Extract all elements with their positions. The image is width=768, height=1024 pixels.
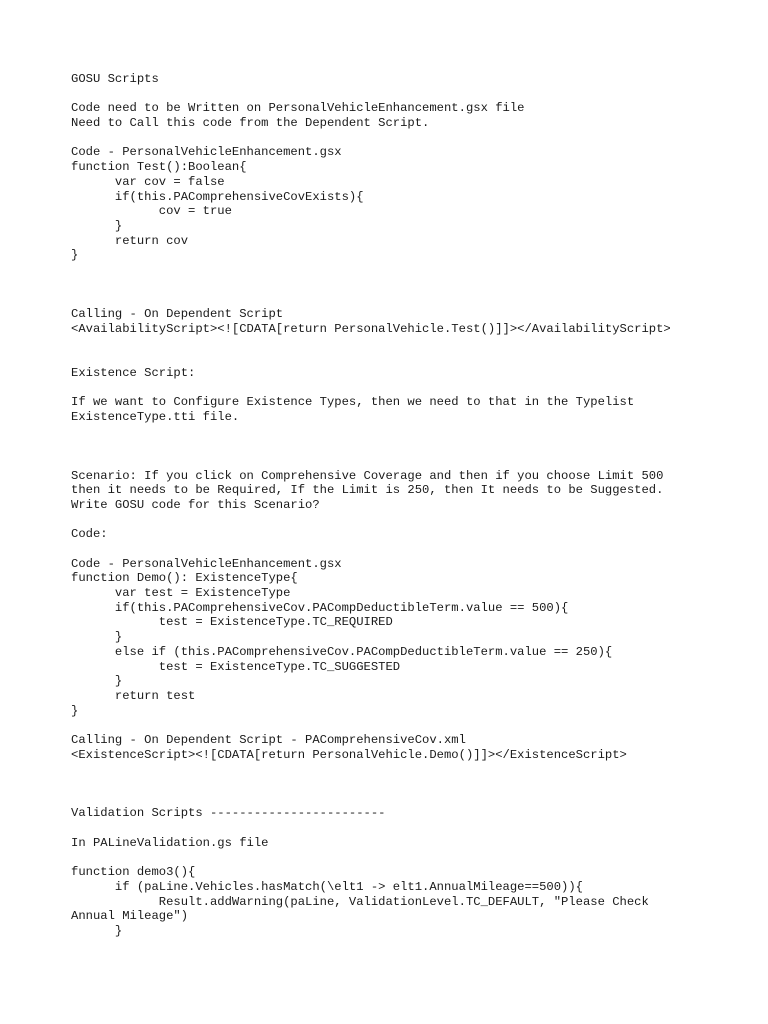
text-line: if(this.PAComprehensiveCov.PACompDeductibleTerm.value == 500){: [71, 600, 569, 615]
blank-line: [71, 351, 751, 366]
blank-line: [71, 380, 751, 395]
text-line: }: [71, 703, 79, 718]
text-line: function demo3(){: [71, 865, 196, 880]
text-line: var test = ExistenceType: [71, 586, 291, 601]
text-line: }: [71, 218, 123, 233]
blank-line: [71, 439, 751, 454]
text-line: if(this.PAComprehensiveCovExists){: [71, 189, 364, 204]
text-line: If we want to Configure Existence Types, then we need to that in the Typelist: [71, 395, 635, 410]
blank-line: [71, 542, 751, 557]
text-line: }: [71, 248, 79, 263]
text-line: return cov: [71, 233, 189, 248]
blank-line: [71, 336, 751, 351]
text-line: GOSU Scripts: [71, 72, 159, 86]
text-line: cov = true: [71, 204, 232, 219]
text-line: Code:: [71, 527, 108, 542]
text-line: if (paLine.Vehicles.hasMatch(\elt1 -> elt1.AnnualMileage==500)){: [71, 879, 583, 894]
document-text: [71, 72, 751, 939]
text-line: return test: [71, 688, 196, 703]
text-line: Annual Mileage"): [71, 909, 189, 924]
blank-line: [71, 454, 751, 469]
text-line: var cov = false: [71, 174, 225, 189]
text-line: Need to Call this code from the Dependent Script.: [71, 116, 430, 131]
text-line: Code need to be Written on PersonalVehicleEnhancement.gsx file: [71, 101, 525, 116]
text-line: test = ExistenceType.TC_SUGGESTED: [71, 659, 401, 674]
blank-line: [71, 821, 751, 836]
blank-line: [71, 513, 751, 528]
blank-line: [71, 278, 751, 293]
text-line: Code - PersonalVehicleEnhancement.gsx: [71, 556, 342, 571]
blank-line: [71, 87, 751, 102]
text-line: Code - PersonalVehicleEnhancement.gsx: [71, 145, 342, 160]
text-line: In PALineValidation.gs file: [71, 835, 269, 850]
blank-line: [71, 777, 751, 792]
text-line: }: [71, 923, 123, 938]
blank-line: [71, 263, 751, 278]
text-line: <ExistenceScript><![CDATA[return PersonalVehicle.Demo()]]></ExistenceScript>: [71, 747, 627, 762]
text-line: }: [71, 674, 123, 689]
text-line: test = ExistenceType.TC_REQUIRED: [71, 615, 393, 630]
text-line: function Demo(): ExistenceType{: [71, 571, 298, 586]
text-line: else if (this.PAComprehensiveCov.PACompDeductibleTerm.value == 250){: [71, 644, 613, 659]
text-line: Calling - On Dependent Script: [71, 307, 284, 321]
text-line: ExistenceType.tti file.: [71, 409, 240, 424]
text-line: Calling - On Dependent Script - PAComprehensiveCov.xml: [71, 732, 466, 747]
text-line: Validation Scripts ------------------------: [71, 806, 386, 821]
text-line: }: [71, 630, 123, 645]
blank-line: [71, 718, 751, 733]
blank-line: [71, 762, 751, 777]
blank-line: [71, 131, 751, 146]
blank-line: [71, 850, 751, 865]
text-line: <AvailabilityScript><![CDATA[return PersonalVehicle.Test()]]></AvailabilityScript>: [71, 321, 671, 336]
text-line: then it needs to be Required, If the Limit is 250, then It needs to be Suggested.: [71, 483, 664, 498]
text-line: Result.addWarning(paLine, ValidationLevel.TC_DEFAULT, "Please Check: [71, 894, 649, 909]
blank-line: [71, 792, 751, 807]
text-line: Existence Script:: [71, 365, 196, 380]
blank-line: [71, 292, 751, 307]
blank-line: [71, 425, 751, 440]
text-line: Write GOSU code for this Scenario?: [71, 497, 320, 512]
text-line: Scenario: If you click on Comprehensive Coverage and then if you choose Limit 500: [71, 468, 664, 483]
text-line: function Test():Boolean{: [71, 160, 247, 175]
